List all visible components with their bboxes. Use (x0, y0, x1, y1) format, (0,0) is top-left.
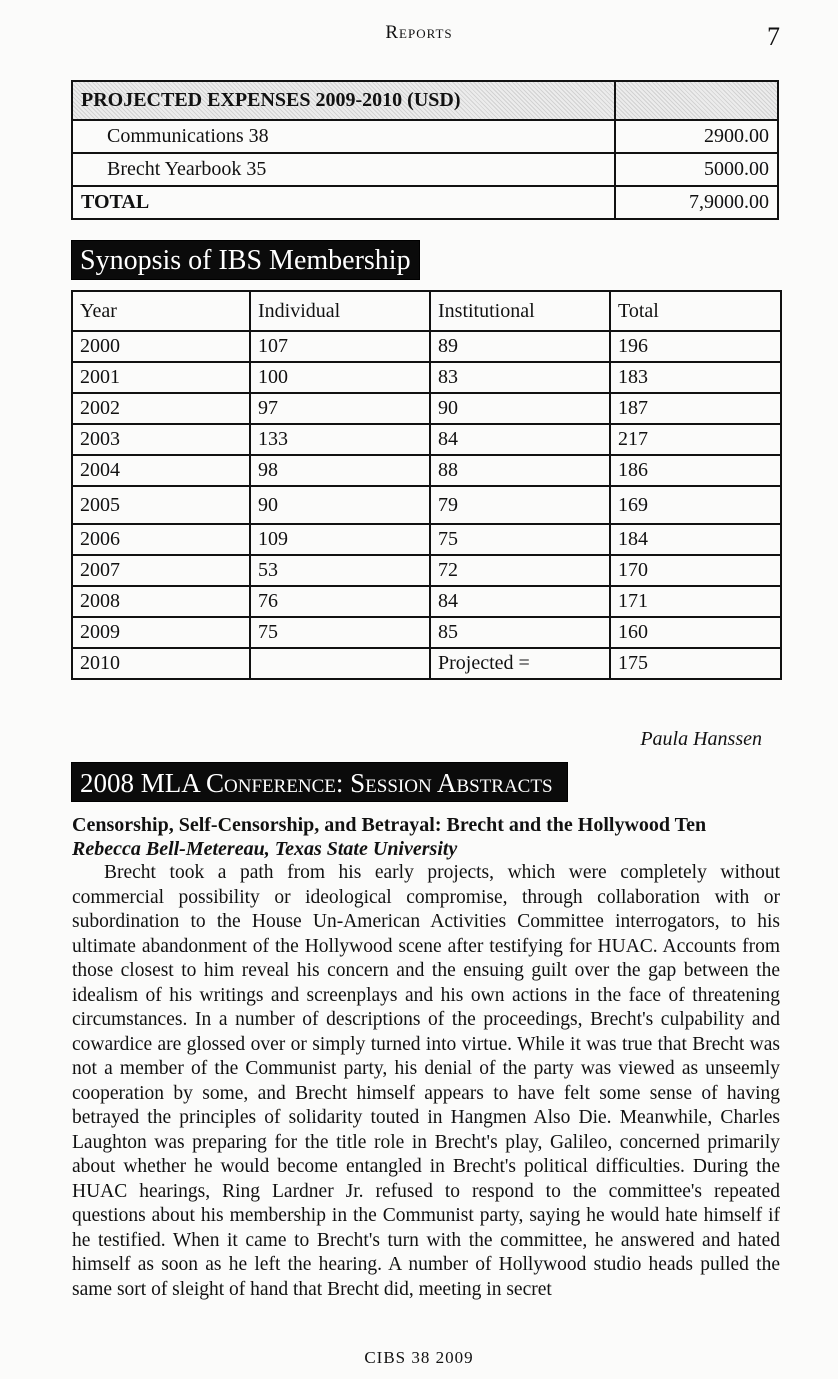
cell-year: 2000 (72, 331, 250, 362)
cell-individual: 133 (250, 424, 430, 455)
expenses-row (72, 153, 778, 186)
expenses-total-amount: 7,9000.00 (615, 186, 778, 219)
cell-individual: 53 (250, 555, 430, 586)
cell-institutional: 83 (430, 362, 610, 393)
cell-individual: 100 (250, 362, 430, 393)
table-row (72, 424, 781, 455)
cell-institutional: 84 (430, 424, 610, 455)
cell-year: 2006 (72, 524, 250, 555)
column-header-individual: Individual (250, 291, 430, 331)
cell-total: 217 (610, 424, 781, 455)
expenses-title: PROJECTED EXPENSES 2009-2010 (USD) (72, 81, 615, 120)
cell-individual: 90 (250, 486, 430, 524)
cell-individual: 98 (250, 455, 430, 486)
cell-individual: 76 (250, 586, 430, 617)
table-row (72, 486, 781, 524)
cell-institutional: 90 (430, 393, 610, 424)
cell-year: 2004 (72, 455, 250, 486)
cell-total: 170 (610, 555, 781, 586)
column-header-year: Year (72, 291, 250, 331)
expense-label: Communications 38 (72, 120, 615, 153)
membership-table (71, 290, 782, 680)
page-number: 7 (767, 22, 780, 51)
report-signature: Paula Hanssen (640, 728, 762, 750)
column-header-institutional: Institutional (430, 291, 610, 331)
cell-institutional: 75 (430, 524, 610, 555)
cell-total: 175 (610, 648, 781, 679)
table-row (72, 586, 781, 617)
cell-institutional: 84 (430, 586, 610, 617)
table-row (72, 362, 781, 393)
table-row (72, 393, 781, 424)
table-row (72, 648, 781, 679)
cell-total: 171 (610, 586, 781, 617)
expenses-total-label: TOTAL (72, 186, 615, 219)
table-row (72, 524, 781, 555)
column-header-total: Total (610, 291, 781, 331)
cell-total: 160 (610, 617, 781, 648)
table-row (72, 617, 781, 648)
synopsis-heading: Synopsis of IBS Membership (71, 240, 420, 280)
cell-total: 196 (610, 331, 781, 362)
article-author: Rebecca Bell-Metereau, Texas State University (72, 838, 458, 860)
cell-total: 169 (610, 486, 781, 524)
cell-year: 2002 (72, 393, 250, 424)
cell-individual (250, 648, 430, 679)
mla-heading (71, 762, 568, 802)
cell-institutional: 88 (430, 455, 610, 486)
cell-institutional: Projected = (430, 648, 610, 679)
cell-year: 2001 (72, 362, 250, 393)
cell-individual: 75 (250, 617, 430, 648)
cell-year: 2003 (72, 424, 250, 455)
running-foot: CIBS 38 2009 (364, 1348, 474, 1367)
expenses-row (72, 120, 778, 153)
cell-year: 2005 (72, 486, 250, 524)
table-row (72, 555, 781, 586)
cell-year: 2007 (72, 555, 250, 586)
article (72, 813, 780, 1302)
table-row (72, 455, 781, 486)
cell-individual: 107 (250, 331, 430, 362)
cell-year: 2010 (72, 648, 250, 679)
expenses-table (71, 80, 779, 220)
expense-label: Brecht Yearbook 35 (72, 153, 615, 186)
cell-total: 187 (610, 393, 781, 424)
cell-institutional: 89 (430, 331, 610, 362)
cell-total: 184 (610, 524, 781, 555)
expenses-header-blank (615, 81, 778, 120)
cell-institutional: 79 (430, 486, 610, 524)
cell-individual: 109 (250, 524, 430, 555)
article-body: Brecht took a path from his early projects, which were completely without commercial possibility or ideological compromise, through collaboration with or subordination to the House Un-American Activities Committee interrogators, to his ultimate abandonment of the Hollywood scene after testifying for HUAC. Accounts from those closest to him reveal his concern and the ensuing guilt over the gap between the idealism of his writings and screenplays and his own actions in the face of threatening circumstances. In a number of descriptions of the proceedings, Brecht's culpability and cowardice are glossed over or simply turned into virtue. While it was true that Brecht was not a member of the Communist party, his denial of the party was viewed as unseemly cooperation by some, and Brecht himself appears to have felt some sense of having betrayed the principles of solidarity touted in Hangmen Also Die. Meanwhile, Charles Laughton was preparing for the title role in Brecht's play, Galileo, concerned primarily about whether he would become entangled in Brecht's political difficulties. During the HUAC hearings, Ring Lardner Jr. refused to respond to the committee's repeated questions about his membership in the Communist party, saying he would hate himself if he testified. When it came to Brecht's turn with the committee, he answered and hated himself as soon as he left the hearing. A number of Hollywood studio heads pulled the same sort of sleight of hand that Brecht did, meeting in secret (72, 862, 780, 1300)
cell-total: 183 (610, 362, 781, 393)
cell-institutional: 85 (430, 617, 610, 648)
article-title: Censorship, Self-Censorship, and Betrayal: Brecht and the Hollywood Ten (72, 814, 707, 836)
mla-heading-text: 2008 MLA Conference: Session Abstracts (80, 768, 553, 798)
cell-individual: 97 (250, 393, 430, 424)
cell-year: 2008 (72, 586, 250, 617)
cell-year: 2009 (72, 617, 250, 648)
expense-amount: 5000.00 (615, 153, 778, 186)
expense-amount: 2900.00 (615, 120, 778, 153)
expenses-header-row (72, 81, 778, 120)
running-head: Reports (385, 22, 453, 43)
table-row (72, 331, 781, 362)
cell-institutional: 72 (430, 555, 610, 586)
expenses-total-row (72, 186, 778, 219)
cell-total: 186 (610, 455, 781, 486)
membership-header-row (72, 291, 781, 331)
